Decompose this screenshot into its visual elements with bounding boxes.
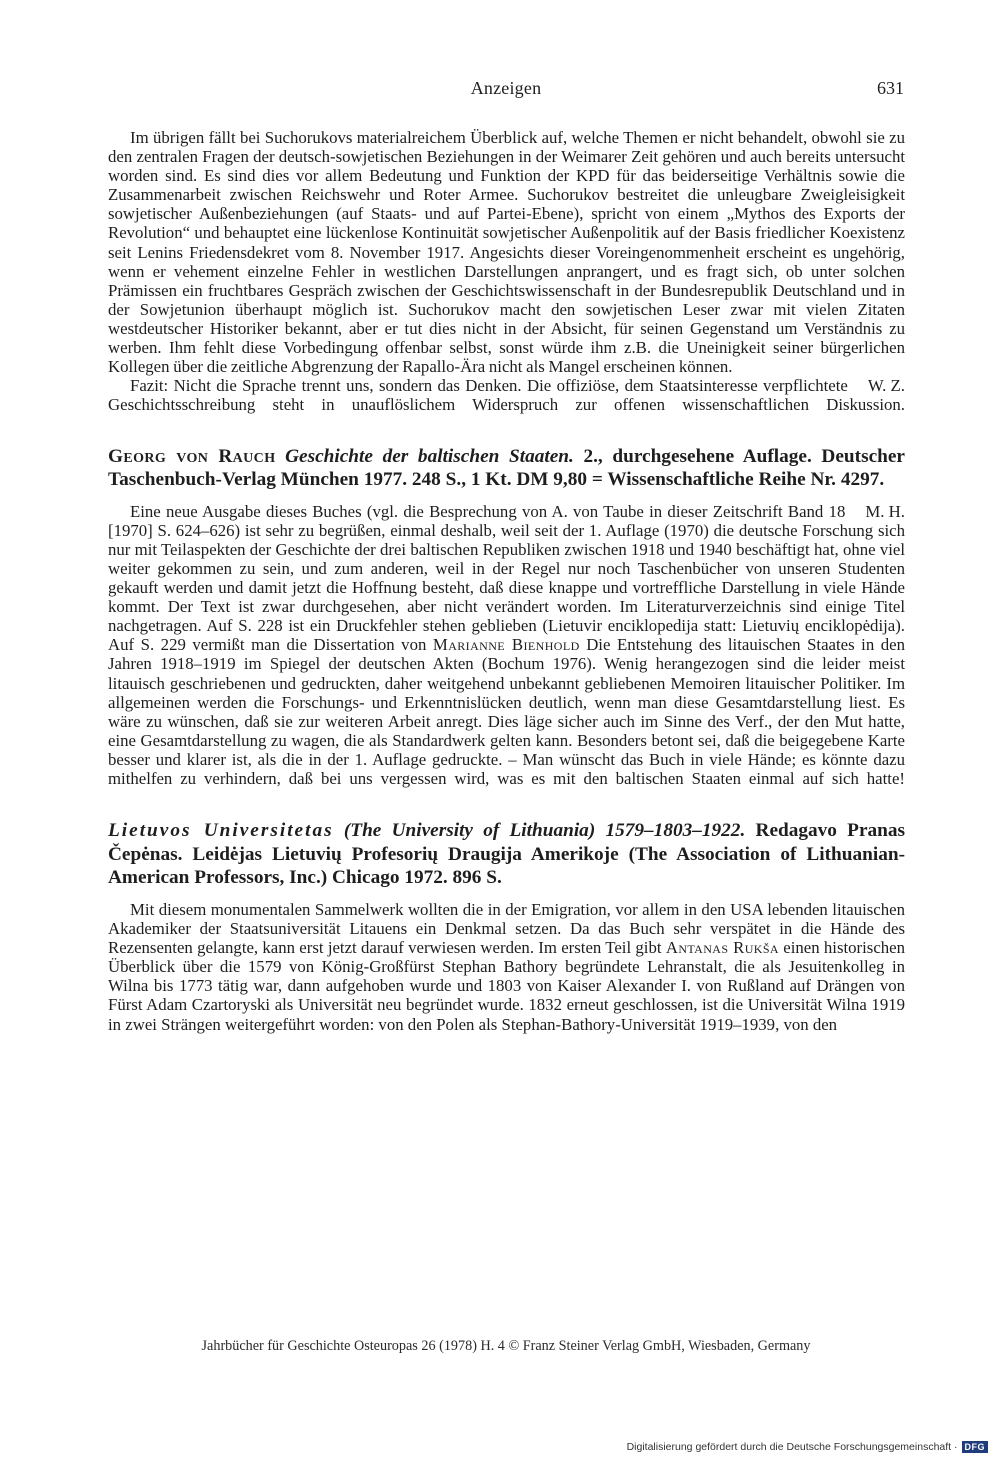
review2-body-part-2: Die Entstehung des litauischen Staates in den Jahren 1918–1919 im Spiegel der deutschen Akten (Bochum 1976). Wenig herangezogen sind die leider meist litauisch geschriebenen und gedruckten, daher weitgehend unbekannt gebliebenen Memoiren litauischer Politiker. Im allgemeinen werden die Forschungs- und Erkenntnislücken deutlich, wenn man diese Gesamtdarstellung liest. Es wäre zu wünschen, daß sie zur weiteren Arbeit anregt. Dies läge sicher auch im Sinne des Verf., der den Mut hatte, eine Gesamtdarstellung zu wagen, die als Standardwerk gelten kann. Besonders betont sei, daß die beigegebene Karte besser und klarer ist, als die in der 1. Auflage gedruckte. – Man wünscht das Buch in viele Hände; es könnte dazu mithelfen zu verhindern, daß bei uns vergessen wird, was es mit den baltischen Staaten einmal auf sich hatte! xyxy=(108,635,905,788)
page-header xyxy=(108,78,904,102)
review3-body xyxy=(108,900,905,1034)
review2-body xyxy=(108,502,905,808)
page-number: 631 xyxy=(877,78,904,98)
review2-signature: M. H. xyxy=(865,501,905,521)
review3-cited-author: Antanas Rukša xyxy=(665,938,779,958)
review2-cited-author: Marianne Bienhold xyxy=(432,635,580,655)
review1-signature: W. Z. xyxy=(867,376,905,396)
review2-body-part-1: Eine neue Ausgabe dieses Buches (vgl. die Besprechung von A. von Taube in dieser Zeitschrift Band 18 [1970] S. 624–626) ist sehr zu begrüßen, einmal deshalb, weil seit der 1. Auflage (1970) die deutsche Forschung sich nur mit Teilaspekten der Geschichte der drei baltischen Republiken zwischen 1918 und 1940 beschäftigt hat, ohne viel weiter gekommen zu sein, und zum anderen, weil in der Regel nur noch Taschenbücher von unseren Studenten gekauft werden und damit jetzt die Hoffnung besteht, daß diese knappe und vortreffliche Darstellung in viele Hände kommt. Der Text ist zwar durchgesehen, aber nicht verändert worden. Im Literaturverzeichnis sind einige Titel nachgetragen. Auf S. 228 ist ein Druckfehler stehen geblieben (Lietuvir enciklopedija statt: Lietuvių enciklopėdija). Auf S. 229 vermißt man die Dissertation von xyxy=(108,501,905,655)
review-lietuvos-universitetas xyxy=(108,819,905,1033)
review2-heading xyxy=(108,445,905,492)
digitization-note xyxy=(627,1439,988,1455)
journal-citation: Jahrbücher für Geschichte Osteuropas 26 (1978) H. 4 © Franz Steiner Verlag GmbH, Wiesbaden, Germany xyxy=(201,1338,811,1354)
review3-title-rest: (The University of Lithuania) 1579–1803–1922. xyxy=(343,820,746,842)
review2-book-author: Georg von Rauch xyxy=(108,445,276,467)
dfg-logo-icon: DFG xyxy=(962,1441,989,1453)
review2-book-title: Geschichte der baltischen Staaten. xyxy=(285,445,574,467)
review3-body-part-2: einen historischen Überblick über die 1579 von König-Großfürst Stephan Bathory begründete Lehranstalt, die als Jesuitenkolleg in Wilna bis 1773 tätig war, dann aufgehoben wurde und 1803 von Kaiser Alexander I. von Rußland auf Drängen von Fürst Adam Czartoryski als Universität neu begründet wurde. 1832 erneut geschlossen, ist die Universität Wilna 1919 in zwei Strängen weitergeführt worden: von den Polen als Stephan-Bathory-Universität 1919–1939, von den xyxy=(108,938,906,1034)
review1-paragraph-1: Im übrigen fällt bei Suchorukovs materialreichem Überblick auf, welche Themen er nicht behandelt, obwohl sie zu den zentralen Fragen der deutsch-sowjetischen Beziehungen in der Weimarer Zeit gehören und auch bereits untersucht worden sind. Es sind dies vor allem Bedeutung und Funktion der KPD für das beiderseitige Verhältnis sowie die Zusammenarbeit zwischen Reichswehr und Roter Armee. Suchorukov bestreitet die unleugbare Zweigleisigkeit sowjetischer Außenbeziehungen (auf Staats- und auf Partei-Ebene), spricht von einem „Mythos des Exports der Revolution“ und behauptet eine lückenlose Kontinuität sowjetischer Außenpolitik auf der Basis friedlicher Koexistenz seit Lenins Friedensdekret vom 8. November 1917. Angesichts dieser Voreingenommenheit erscheint es ungehörig, wenn er vehement einzelne Fehler in westlichen Darstellungen anprangert, und es fragt sich, ob unter solchen Prämissen ein fruchtbares Gespräch zwischen der Geschichtswissenschaft in der Bundesrepublik Deutschland und in der Sowjetunion überhaupt möglich ist. Suchorukov macht den sowjetischen Leser zwar mit vielen Zitaten westdeutscher Historiker bekannt, aber er tut dies nicht in der Absicht, für seinen Gegenstand um Verständnis zu werben. Ihm fehlt diese Vorbedingung offenbar selbst, sonst würde ihm z.B. die Uneinigkeit seiner bürgerlichen Kollegen über die zeitliche Abgrenzung der Rapallo-Ära nicht als Mangel erscheinen können. xyxy=(108,128,905,377)
review3-title-spaced: Lietuvos Universitetas xyxy=(108,820,334,842)
review3-heading xyxy=(108,819,905,890)
review1-fazit-text: Fazit: Nicht die Sprache trennt uns, sondern das Denken. Die offiziöse, dem Staatsinteresse verpflichtete Geschichtsschreibung steht in unauflöslichem Widerspruch zur offenen wissenschaftlichen Diskussion. xyxy=(108,376,905,415)
review3-book-details: Redagavo Pranas Čepėnas. Leidėjas Lietuvių Profesorių Draugija Amerikoje (The Association of Lithuanian-American Professors, Inc.) Chicago 1972. 896 S. xyxy=(108,820,906,889)
review2-book-details: 2., durchgesehene Auflage. Deutscher Taschenbuch-Verlag München 1977. 248 S., 1 Kt. DM 9,80 = Wissenschaftliche Reihe Nr. 4297. xyxy=(108,445,905,491)
page-content xyxy=(108,128,905,1034)
review-rauch-baltic-states xyxy=(108,445,905,808)
digitization-text: Digitalisierung gefördert durch die Deutsche Forschungsgemeinschaft · xyxy=(626,1441,958,1453)
review1-paragraph-2 xyxy=(108,376,905,433)
review3-body-part-1: Mit diesem monumentalen Sammelwerk wollten die in der Emigration, vor allem in den USA lebenden litauischen Akademiker der Staatsuniversität Litauens ein Denkmal setzen. Da das Buch sehr verspätet in die Hände des Rezensenten gelangte, kann erst jetzt darauf verwiesen werden. Im ersten Teil gibt xyxy=(108,899,905,958)
review-suchorukov-conclusion xyxy=(108,128,905,434)
running-head: Anzeigen xyxy=(470,78,542,98)
